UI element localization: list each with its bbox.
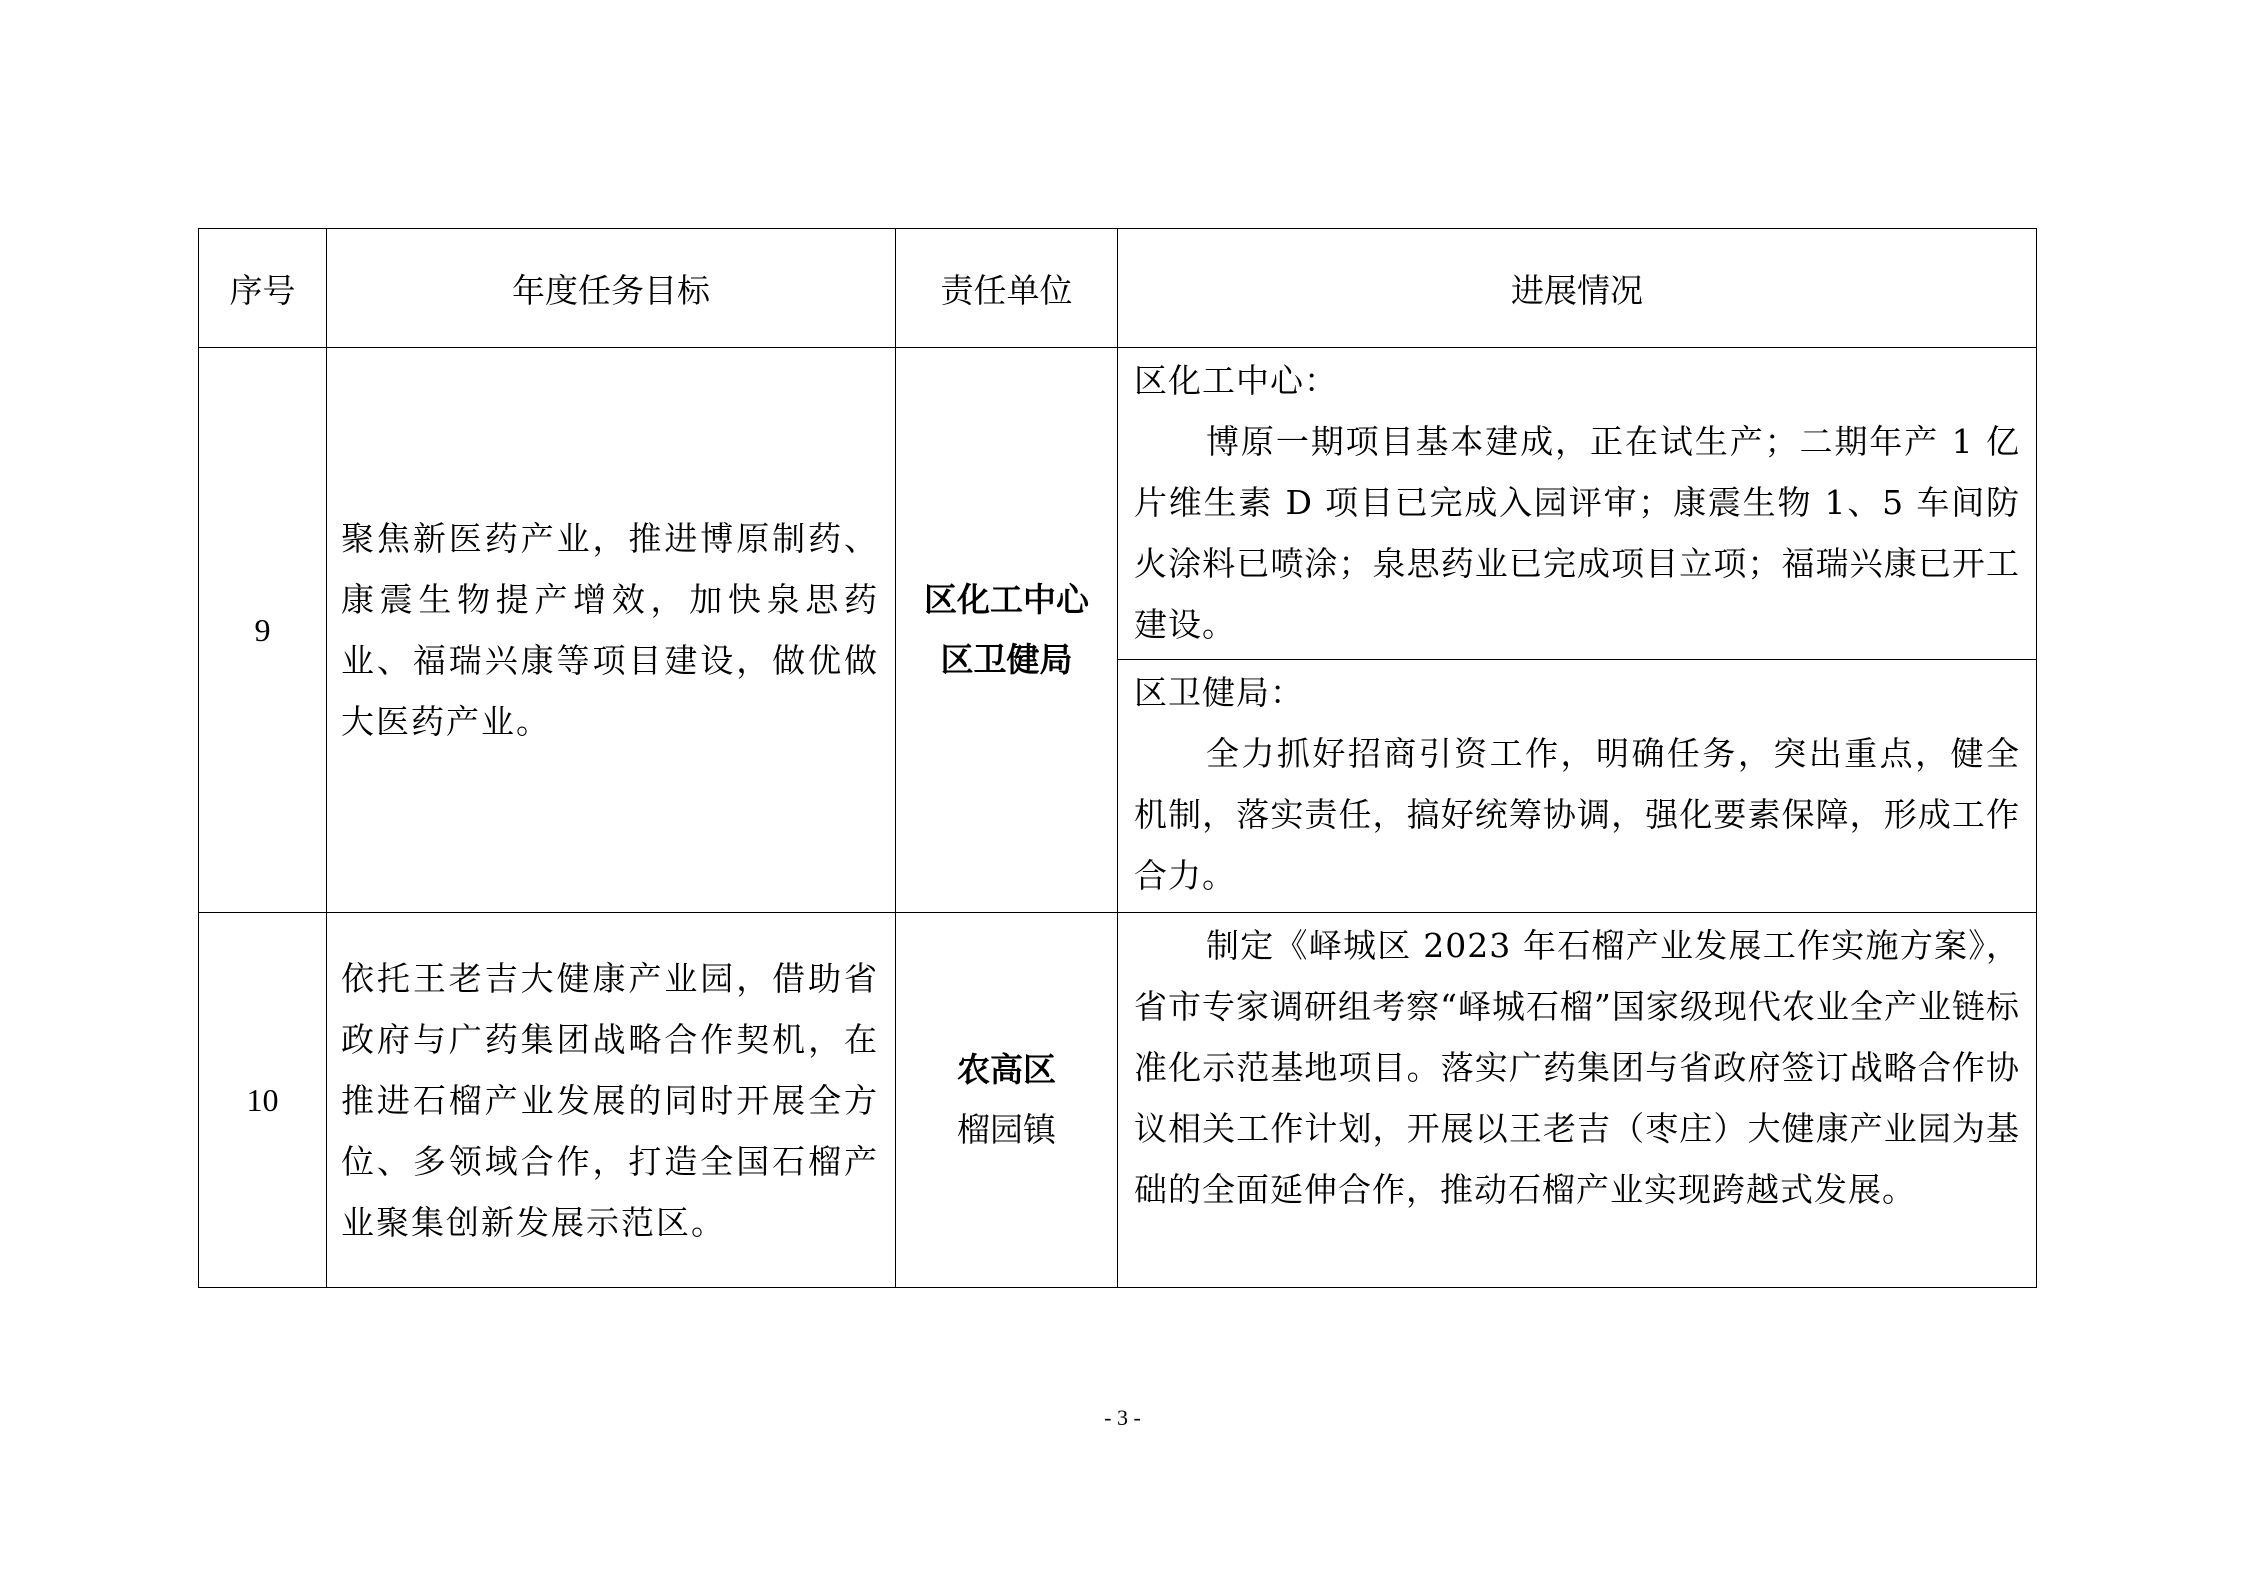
progress-section [1118, 913, 2036, 1224]
progress-section [1118, 660, 2036, 910]
task-progress-table [198, 228, 2037, 1288]
unit-name: 农高区 [957, 1050, 1056, 1089]
table-row [199, 348, 2037, 913]
header-unit: 责任单位 [896, 229, 1118, 348]
table-header-row [199, 229, 2037, 348]
row-goal: 聚焦新医药产业，推进博原制药、康震生物提产增效，加快泉思药业、福瑞兴康等项目建设，做优做大医药产业。 [327, 348, 896, 913]
header-goal: 年度任务目标 [327, 229, 896, 348]
progress-section-body: 博原一期项目基本建成，正在试生产；二期年产 1 亿片维生素 D 项目已完成入园评审；康震生物 1、5 车间防火涂料已喷涂；泉思药业已完成项目立项；福瑞兴康已开工建设。 [1134, 422, 2020, 644]
unit-name: 区卫健局 [940, 640, 1073, 679]
row-seq: 9 [199, 348, 327, 913]
page-number: - 3 - [1104, 1405, 1141, 1430]
progress-section-title: 区卫健局： [1134, 673, 1304, 712]
progress-section-title: 区化工中心： [1134, 361, 1338, 400]
header-seq: 序号 [199, 229, 327, 348]
progress-section [1118, 348, 2036, 660]
row-seq: 10 [199, 913, 327, 1288]
unit-name: 区化工中心 [924, 580, 1089, 619]
progress-section-body: 全力抓好招商引资工作，明确任务，突出重点，健全机制，落实责任，搞好统筹协调，强化要素保障，形成工作合力。 [1134, 734, 2020, 895]
table-row [199, 913, 2037, 1288]
progress-section-body: 制定《峄城区 2023 年石榴产业发展工作实施方案》，省市专家调研组考察“峄城石榴”国家级现代农业全产业链标准化示范基地项目。落实广药集团与省政府签订战略合作协议相关工作计划，开展以王老吉（枣庄）大健康产业园为基础的全面延伸合作，推动石榴产业实现跨越式发展。 [1134, 926, 2020, 1209]
row-goal: 依托王老吉大健康产业园，借助省政府与广药集团战略合作契机，在推进石榴产业发展的同时开展全方位、多领域合作，打造全国石榴产业聚集创新发展示范区。 [327, 913, 896, 1288]
row-progress [1118, 348, 2037, 913]
row-unit [896, 348, 1118, 913]
row-unit [896, 913, 1118, 1288]
row-progress [1118, 913, 2037, 1288]
unit-name: 榴园镇 [957, 1110, 1056, 1149]
header-progress: 进展情况 [1118, 229, 2037, 348]
